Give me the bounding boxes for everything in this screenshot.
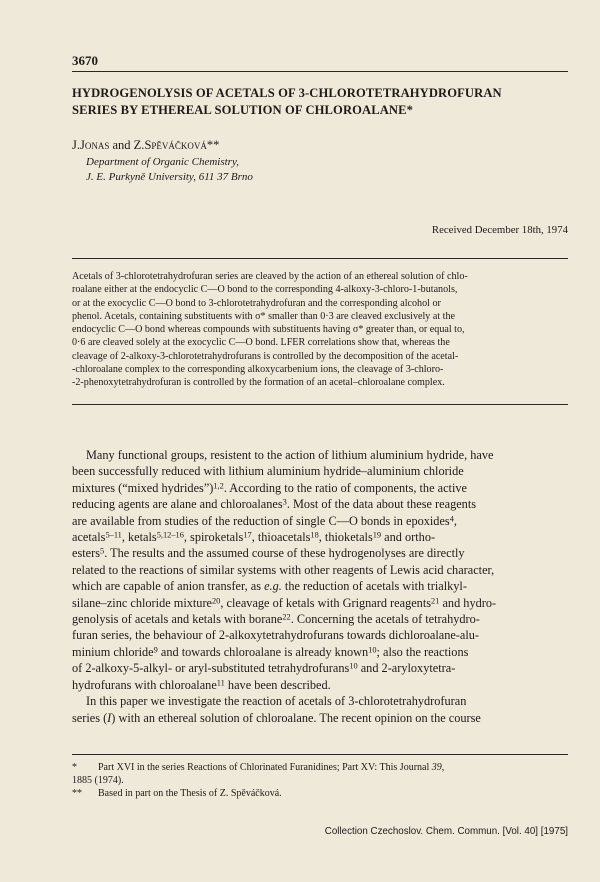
- citation-ref: 1,2: [213, 481, 224, 491]
- body-line: Many functional groups, resistent to the action of lithium aluminium hydride, have: [86, 448, 494, 462]
- author-and: and Z.: [109, 138, 145, 152]
- received-date: Received December 18th, 1974: [431, 224, 568, 236]
- body-line: esters$^5$. The results and the assumed course of these hydrogenolyses are directly: [72, 546, 465, 561]
- abstract-line: Acetals of 3-chlorotetrahydrofuran series are cleaved by the action of an ethereal solution of chlo-: [72, 271, 468, 282]
- header-rule: [72, 71, 568, 72]
- author-name: Jonas: [80, 138, 110, 152]
- author-footnote-mark: **: [206, 138, 220, 152]
- citation-ref: 9: [153, 645, 158, 655]
- abstract-line: 0·6 are cleaved solely at the exocyclic C—O bond. LFER correlations show that, whereas the: [72, 337, 450, 349]
- body-line: of 2-alkoxy-5-alkyl- or aryl-substituted tetrahydrofurans$^{10}$ and 2-aryloxytetra-: [72, 661, 456, 676]
- footnote: * Part XVI in the series Reactions of Chlorinated Furanidines; Part XV: This Journal 39,: [72, 762, 445, 773]
- body-line: mixtures (“mixed hydrides”)$^{1,2}$. According to the ratio of components, the active: [72, 480, 467, 495]
- footnote-rule: [72, 754, 568, 755]
- body-line: genolysis of acetals and ketals with borane$^{22}$. Concerning the acetals of tetrahydro-: [72, 612, 480, 627]
- body-line: acetals$^{5-11}$, ketals$^{5,12-16}$, spiroketals$^{17}$, thioacetals$^{18}$, thioketals$^{19}$ and ortho-: [72, 530, 436, 545]
- journal-footer: Collection Czechoslov. Chem. Commun. [Vol. 40] [1975]: [324, 826, 568, 837]
- citation-ref: 5–11: [105, 530, 122, 540]
- abstract: [72, 270, 568, 390]
- abstract-top-rule: [72, 258, 568, 259]
- citation-ref: 21: [431, 595, 440, 605]
- authors: [72, 138, 219, 153]
- citation-ref: 3: [282, 497, 287, 507]
- abstract-line: -chloroalane complex to the corresponding alkoxycarbenium ions, the cleavage of 3-chloro-: [72, 364, 444, 376]
- page-number: 3670: [72, 53, 98, 68]
- title-line: HYDROGENOLYSIS OF ACETALS OF 3-CHLOROTETRAHYDROFURAN: [72, 86, 502, 100]
- citation-ref: 10: [349, 661, 358, 671]
- title-line: SERIES BY ETHEREAL SOLUTION OF CHLOROALANE*: [72, 103, 414, 117]
- affiliation-line: Department of Organic Chemistry,: [86, 156, 239, 168]
- body-line: been successfully reduced with lithium aluminium hydride–aluminium chloride: [72, 464, 464, 479]
- affiliation-line: J. E. Purkyně University, 611 37 Brno: [86, 171, 253, 183]
- author-name: Spěváčková: [144, 138, 207, 152]
- abstract-line: -2-phenoxytetrahydrofuran is controlled by the formation of an acetal–chloroalane complex.: [72, 377, 445, 389]
- footnote-continuation: 1885 (1974).: [72, 775, 124, 786]
- article-title: [72, 85, 572, 119]
- citation-ref: 20: [212, 595, 221, 605]
- citation-ref: 11: [216, 677, 225, 687]
- abstract-line: or at the exocyclic C—O bond to 3-chlorotetrahydrofuran and the corresponding alcohol or: [72, 297, 441, 309]
- body-line: series (I) with an ethereal solution of chloroalane. The recent opinion on the course: [72, 710, 481, 725]
- body-line: hydrofurans with chloroalane$^{11}$ have been described.: [72, 677, 331, 692]
- citation-ref: 22: [282, 612, 291, 622]
- abstract-bottom-rule: [72, 404, 568, 405]
- citation-ref: 4: [449, 513, 454, 523]
- body-line: reducing agents are alane and chloroalanes$^3$. Most of the data about these reagents: [72, 497, 477, 512]
- author-initial: J.: [72, 138, 80, 152]
- body-line: silane–zinc chloride mixture$^{20}$, cleavage of ketals with Grignard reagents$^{21}$ and hydro-: [72, 595, 497, 610]
- body-line: In this paper we investigate the reaction of acetals of 3-chlorotetrahydrofuran: [86, 694, 467, 709]
- body-line: furan series, the behaviour of 2-alkoxytetrahydrofurans towards dichloroalane-alu-: [72, 628, 480, 643]
- abstract-line: phenol. Acetals, containing substituents with σ* smaller than 0·3 are cleaved exclusively at the: [72, 310, 456, 322]
- footnote-mark: *: [72, 762, 77, 773]
- body-line: minium chloride$^9$ and towards chloroalane is already known$^{10}$; also the reactions: [72, 644, 469, 659]
- footnote: ** Based in part on the Thesis of Z. Spěváčková.: [72, 788, 282, 799]
- footnote-mark: **: [72, 788, 82, 799]
- affiliation: [86, 155, 253, 185]
- citation-ref: 19: [372, 530, 382, 540]
- citation-ref: 5: [100, 546, 105, 556]
- body-text: [72, 447, 568, 726]
- body-line: are available from studies of the reduction of single C—O bonds in epoxides$^4$,: [72, 513, 457, 528]
- citation-ref: 5,12–16: [156, 530, 184, 540]
- abstract-line: roalane either at the endocyclic C—O bond to the corresponding 4-alkoxy-3-chloro-1-butanols,: [72, 284, 458, 296]
- abstract-line: cleavage of 2-alkoxy-3-chlorotetrahydrofurans is controlled by the decomposition of the acetal-: [72, 350, 459, 362]
- citation-ref: 18: [310, 530, 319, 540]
- footnotes: [72, 761, 568, 800]
- body-line: which are capable of anion transfer, as e.g. the reduction of acetals with trialkyl-: [72, 579, 467, 594]
- citation-ref: 10: [368, 645, 377, 655]
- abstract-line: endocyclic C—O bond whereas compounds with substituents having σ* greater than, or equal to,: [72, 324, 465, 336]
- citation-ref: 17: [243, 530, 252, 540]
- body-line: related to the reactions of similar systems with other reagents of Lewis acid character,: [72, 562, 495, 577]
